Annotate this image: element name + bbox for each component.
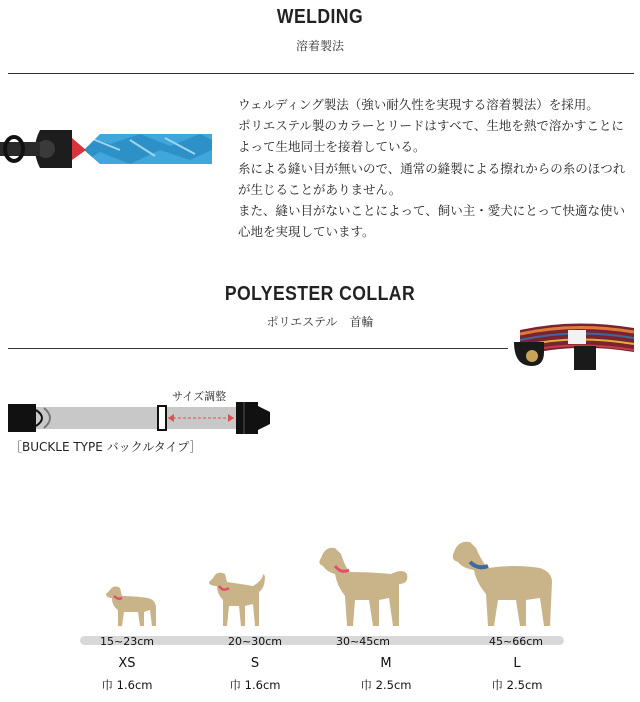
welding-title: WELDING <box>276 6 364 28</box>
size-s-label: S <box>250 656 260 671</box>
size-l-width: 巾 2.5cm <box>491 678 543 692</box>
collar-divider <box>8 348 508 349</box>
collar-title: POLYESTER COLLAR <box>224 283 416 305</box>
buckle-diagram <box>0 384 290 440</box>
size-xs-width: 巾 1.6cm <box>101 678 153 692</box>
welding-line: が生じることがありません。 <box>238 181 402 197</box>
welding-line: ポリエステル製のカラーとリードはすべて、生地を熱で溶かすことに <box>238 118 624 134</box>
size-m-range: 30~45cm <box>336 635 390 648</box>
buckle-type-label: ［BUCKLE TYPE バックルタイプ］ <box>10 440 202 454</box>
collar-subtitle: ポリエステル 首輪 <box>266 315 374 329</box>
collar-image <box>510 316 638 378</box>
welding-subtitle: 溶着製法 <box>295 39 344 53</box>
dog-l-image <box>448 538 558 628</box>
dog-s-image <box>205 570 267 628</box>
size-l-label: L <box>513 656 521 671</box>
size-xs-range: 15~23cm <box>100 635 154 648</box>
size-l-range: 45~66cm <box>489 635 543 648</box>
welding-line: 糸による縫い目が無いので、通常の縫製による擦れからの糸のほつれ <box>238 160 626 176</box>
welding-line: よって生地同士を接着している。 <box>238 139 426 155</box>
dog-m-image <box>315 544 411 628</box>
dog-xs-image <box>100 582 160 628</box>
welding-line: ウェルディング製法（強い耐久性を実現する溶着製法）を採用。 <box>238 97 599 112</box>
leash-image <box>0 120 215 190</box>
welding-line: 心地を実現しています。 <box>238 224 375 240</box>
welding-description <box>238 94 638 242</box>
size-s-range: 20~30cm <box>228 635 282 648</box>
size-adjust-label: サイズ調整 <box>172 390 227 403</box>
welding-line: また、縫い目がないことによって、飼い主・愛犬にとって快適な使い <box>238 203 626 219</box>
size-m-width: 巾 2.5cm <box>360 678 412 692</box>
size-xs-label: XS <box>118 656 136 671</box>
size-s-width: 巾 1.6cm <box>229 678 281 692</box>
size-m-label: M <box>380 656 392 671</box>
welding-divider <box>8 73 634 74</box>
